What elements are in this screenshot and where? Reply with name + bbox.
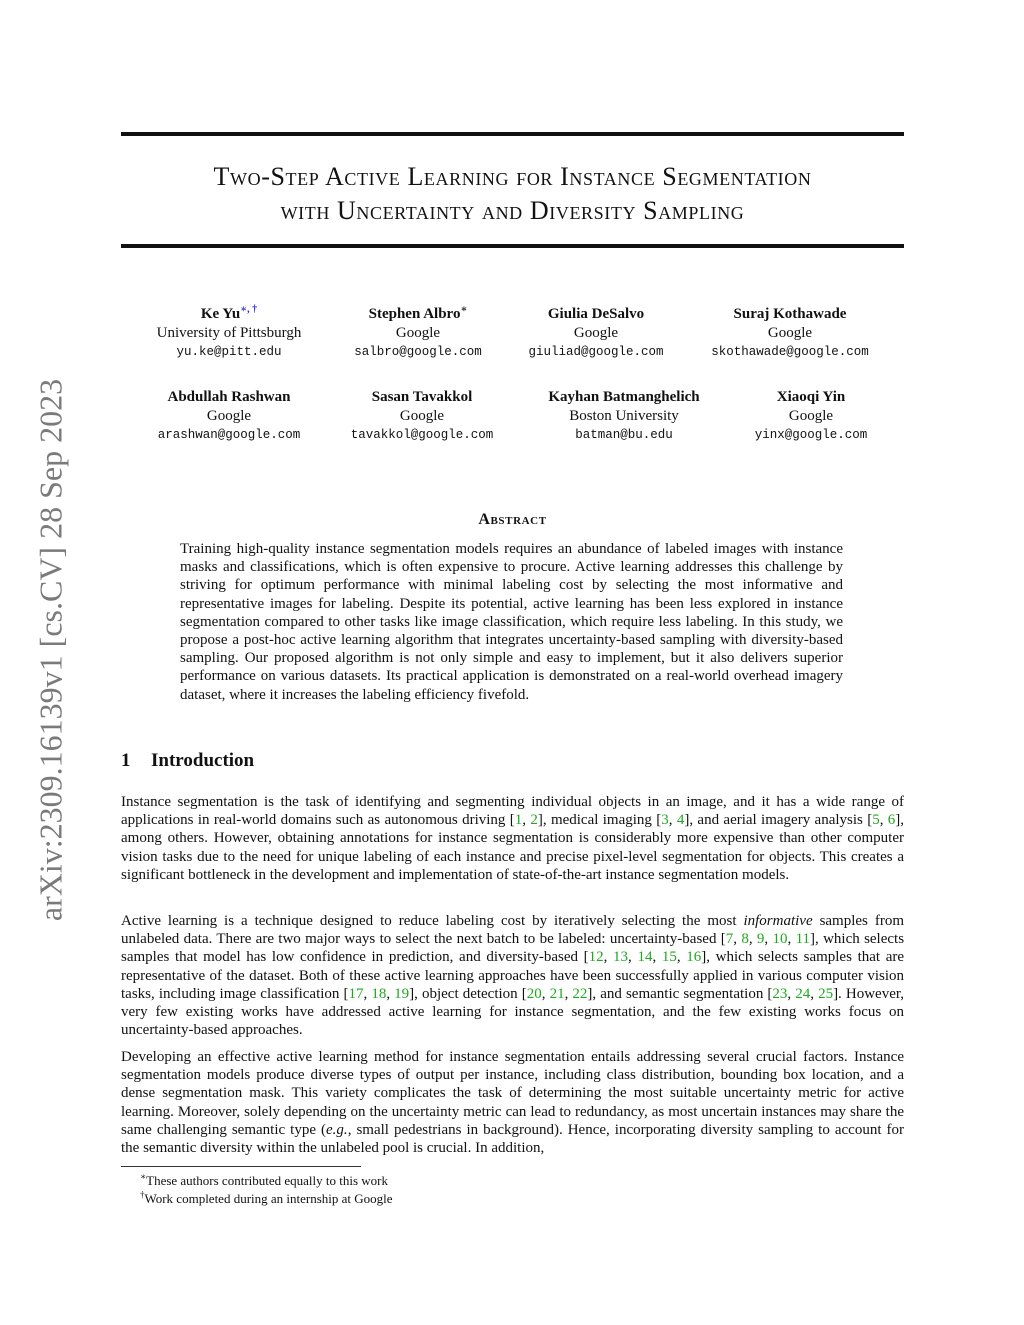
author-block [496, 305, 696, 362]
author-name: Abdullah Rashwan [167, 389, 291, 405]
author-affiliation: Boston University [569, 408, 679, 424]
citation-link[interactable]: 1 [514, 812, 523, 829]
footnote [140, 1191, 393, 1207]
author-marks: ∗ [460, 304, 468, 315]
footnote-mark: ∗ [140, 1171, 147, 1182]
citation-link[interactable]: 21 [549, 985, 565, 1002]
author-email: giuliad@google.com [528, 345, 664, 359]
citation-link[interactable]: 6 [887, 812, 896, 829]
paper-title [121, 160, 904, 228]
citation-link[interactable]: 10 [772, 931, 788, 948]
citation-link[interactable]: 9 [756, 931, 765, 948]
author-name: Giulia DeSalvo [547, 306, 645, 322]
citation-link[interactable]: 24 [795, 985, 811, 1002]
section-title: Introduction [151, 750, 255, 771]
citation-link[interactable]: 7 [725, 931, 734, 948]
author-affiliation: Google [395, 325, 441, 341]
author-name: Sasan Tavakkol [371, 389, 473, 405]
author-block [129, 305, 329, 362]
abstract-heading: Abstract [478, 511, 547, 528]
emphasis-text: informative [743, 913, 813, 929]
arxiv-stamp [31, 355, 71, 945]
citation-link[interactable]: 25 [818, 985, 834, 1002]
citation-link[interactable]: 14 [637, 949, 653, 966]
intro-paragraph-3: Developing an effective active learning method for instance segmentation entails addressing several crucial factors. Instance segmentation models produce diverse types of output per instance, including class distribution, bounding box location, and a dense segmentation mask. This variety complicates the task of determining the most suitable uncertainty metric for active learning. Moreover, solely depending on the uncertainty metric can lead to redundancy, as most uncertain instances may share the same challenging semantic type (e.g., small pedestrians in background). Hence, incorporating diversity sampling to account for the semantic diversity within the unlabeled pool is crucial. In addition, [121, 1049, 904, 1157]
author-block [711, 388, 911, 445]
citation-link[interactable]: 8 [741, 931, 749, 948]
author-block [690, 305, 890, 362]
author-affiliation: Google [767, 325, 813, 341]
title-line-1: Two-Step Active Learning for Instance Segmentation [213, 162, 812, 191]
arxiv-id: arXiv:2309.16139v1 [cs.CV] 28 Sep 2023 [32, 378, 69, 922]
footnote-text: These authors contributed equally to this work [146, 1173, 389, 1188]
citation-link[interactable]: 22 [572, 985, 588, 1002]
author-email: tavakkol@google.com [350, 428, 494, 442]
author-email: yu.ke@pitt.edu [176, 345, 282, 359]
abstract-body: Training high-quality instance segmentation models requires an abundance of labeled images with instance masks and classifications, which is often expensive to procure. Active learning addresses this challenge by striving for optimum performance with minimal labeling cost by selecting the most informative and representative images for labeling. Despite its potential, active learning has been less explored in instance segmentation compared to other tasks like image classification, which require less labeling. In this study, we propose a post-hoc active learning algorithm that integrates uncertainty-based sampling with diversity-based sampling. Our proposed algorithm is not only simple and easy to implement, but it also delivers superior performance on various datasets. Its practical application is demonstrated on a real-world overhead imagery dataset, where it increases the labeling efficiency fivefold. [180, 541, 843, 703]
author-email: batman@bu.edu [575, 428, 673, 442]
intro-paragraph-1: Instance segmentation is the task of identifying and segmenting individual objects in an image, and it has a wide range of applications in real-world domains such as autonomous driving [1, 2], medical imaging [3, 4], and aerial imagery analysis [5, 6], among others. However, obtaining annotations for instance segmentation is considerably more expensive than other computer vision tasks due to the need for unique labeling of each instance and precise pixel-level segmentation for objects. This creates a significant bottleneck in the development and implementation of state-of-the-art instance segmentation models. [121, 794, 905, 883]
section-heading [121, 750, 254, 772]
author-name: Xiaoqi Yin [776, 389, 846, 405]
citation-link[interactable]: 4 [676, 812, 685, 829]
author-name: Suraj Kothawade [733, 306, 847, 322]
footnote [140, 1173, 388, 1189]
author-marks[interactable]: ∗, † [240, 304, 258, 315]
citation-link[interactable]: 3 [661, 812, 669, 829]
citation-link[interactable]: 18 [371, 985, 387, 1002]
author-name: Stephen Albro [368, 306, 461, 322]
citation-link[interactable]: 20 [526, 985, 542, 1002]
author-affiliation: Google [206, 408, 252, 424]
author-name: Ke Yu [200, 306, 241, 322]
footnote-text: Work completed during an internship at Google [144, 1191, 393, 1206]
citation-link[interactable]: 17 [348, 985, 364, 1002]
section-number: 1 [121, 750, 131, 771]
citation-link[interactable]: 16 [686, 949, 702, 966]
author-affiliation: Google [399, 408, 445, 424]
citation-link[interactable]: 2 [530, 812, 538, 829]
author-email: skothawade@google.com [711, 345, 869, 359]
citation-link[interactable]: 23 [772, 985, 788, 1002]
author-affiliation: Google [788, 408, 834, 424]
author-affiliation: Google [573, 325, 619, 341]
intro-paragraph-2: Active learning is a technique designed to reduce labeling cost by iteratively selecting the most informative samples from unlabeled data. There are two major ways to select the next batch to be labeled: uncertainty-based [7, 8, 9, 10, 11], which selects samples that model has low confidence in prediction, and diversity-based [12, 13, 14, 15, 16], which selects samples that are representative of the dataset. Both of these active learning approaches have been successfully applied in various computer vision tasks, including image classification [17, 18, 19], object detection [20, 21, 22], and semantic segmentation [23, 24, 25]. However, very few existing works have addressed active learning for instance segmentation, and the few existing works focus on uncertainty-based approaches. [121, 913, 905, 1039]
author-block [129, 388, 329, 445]
author-block [322, 388, 522, 445]
citation-link[interactable]: 5 [872, 812, 880, 829]
title-bottom-rule [121, 244, 904, 248]
author-email: arashwan@google.com [157, 428, 301, 442]
citation-link[interactable]: 13 [613, 949, 629, 966]
author-block [318, 305, 518, 362]
citation-link[interactable]: 15 [661, 949, 677, 966]
title-top-rule [121, 132, 904, 136]
author-email: salbro@google.com [354, 345, 482, 359]
citation-link[interactable]: 12 [588, 949, 604, 966]
author-name: Kayhan Batmanghelich [548, 389, 700, 405]
title-line-2: with Uncertainty and Diversity Sampling [280, 196, 745, 225]
footnote-rule [121, 1166, 361, 1167]
footnote-mark: † [140, 1189, 145, 1200]
emphasis-text: e.g. [326, 1121, 348, 1138]
author-email: yinx@google.com [754, 428, 868, 442]
citation-link[interactable]: 11 [795, 931, 811, 948]
author-affiliation: University of Pittsburgh [156, 325, 302, 341]
citation-link[interactable]: 19 [394, 985, 410, 1002]
author-block [524, 388, 724, 445]
